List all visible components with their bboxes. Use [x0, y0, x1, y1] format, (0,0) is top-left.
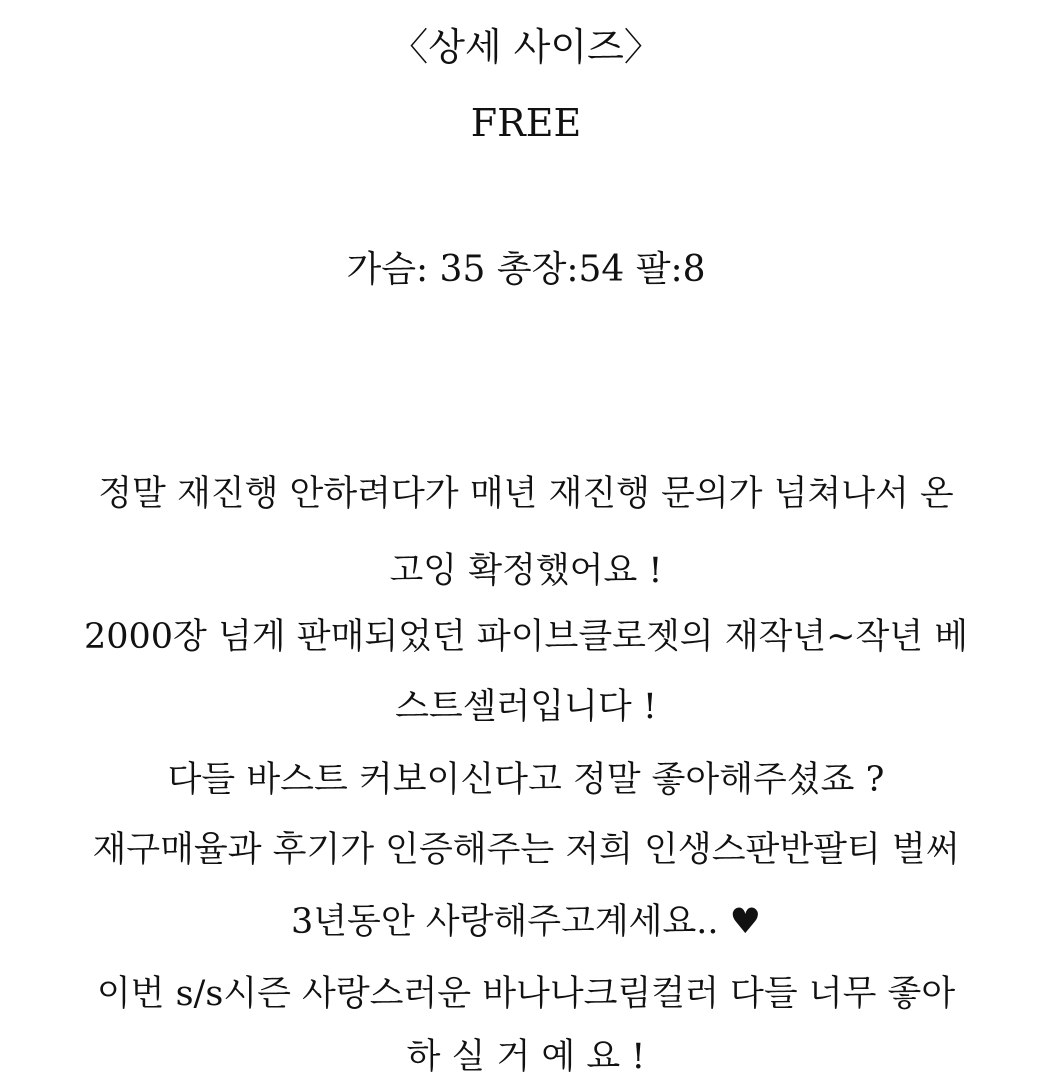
description-line: 3년동안 사랑해주고계세요.. ♥ — [290, 902, 762, 942]
description-line: 정말 재진행 안하려다가 매년 재진행 문의가 넘쳐나서 온 — [98, 474, 954, 514]
description-line: 스트셀러입니다 ! — [395, 687, 657, 727]
size-label: FREE — [470, 101, 582, 145]
description-line: 고잉 확정했어요 ! — [389, 551, 663, 591]
measurements-text: 가슴: 35 총장:54 팔:8 — [346, 249, 706, 290]
description-line: 이번 s/s시즌 사랑스러운 바나나크림컬러 다들 너무 좋아 — [96, 974, 956, 1014]
description-line: 재구매율과 후기가 인증해주는 저희 인생스판반팔티 벌써 — [92, 830, 960, 870]
description-line: 다들 바스트 커보이신다고 정말 좋아해주셨죠 ? — [167, 760, 885, 800]
size-detail-title: 〈상세 사이즈〉 — [390, 25, 662, 69]
description-line: 2000장 넘게 판매되었던 파이브클로젯의 재작년~작년 베 — [83, 617, 969, 657]
description-line: 하 실 거 예 요 ! — [406, 1037, 646, 1077]
